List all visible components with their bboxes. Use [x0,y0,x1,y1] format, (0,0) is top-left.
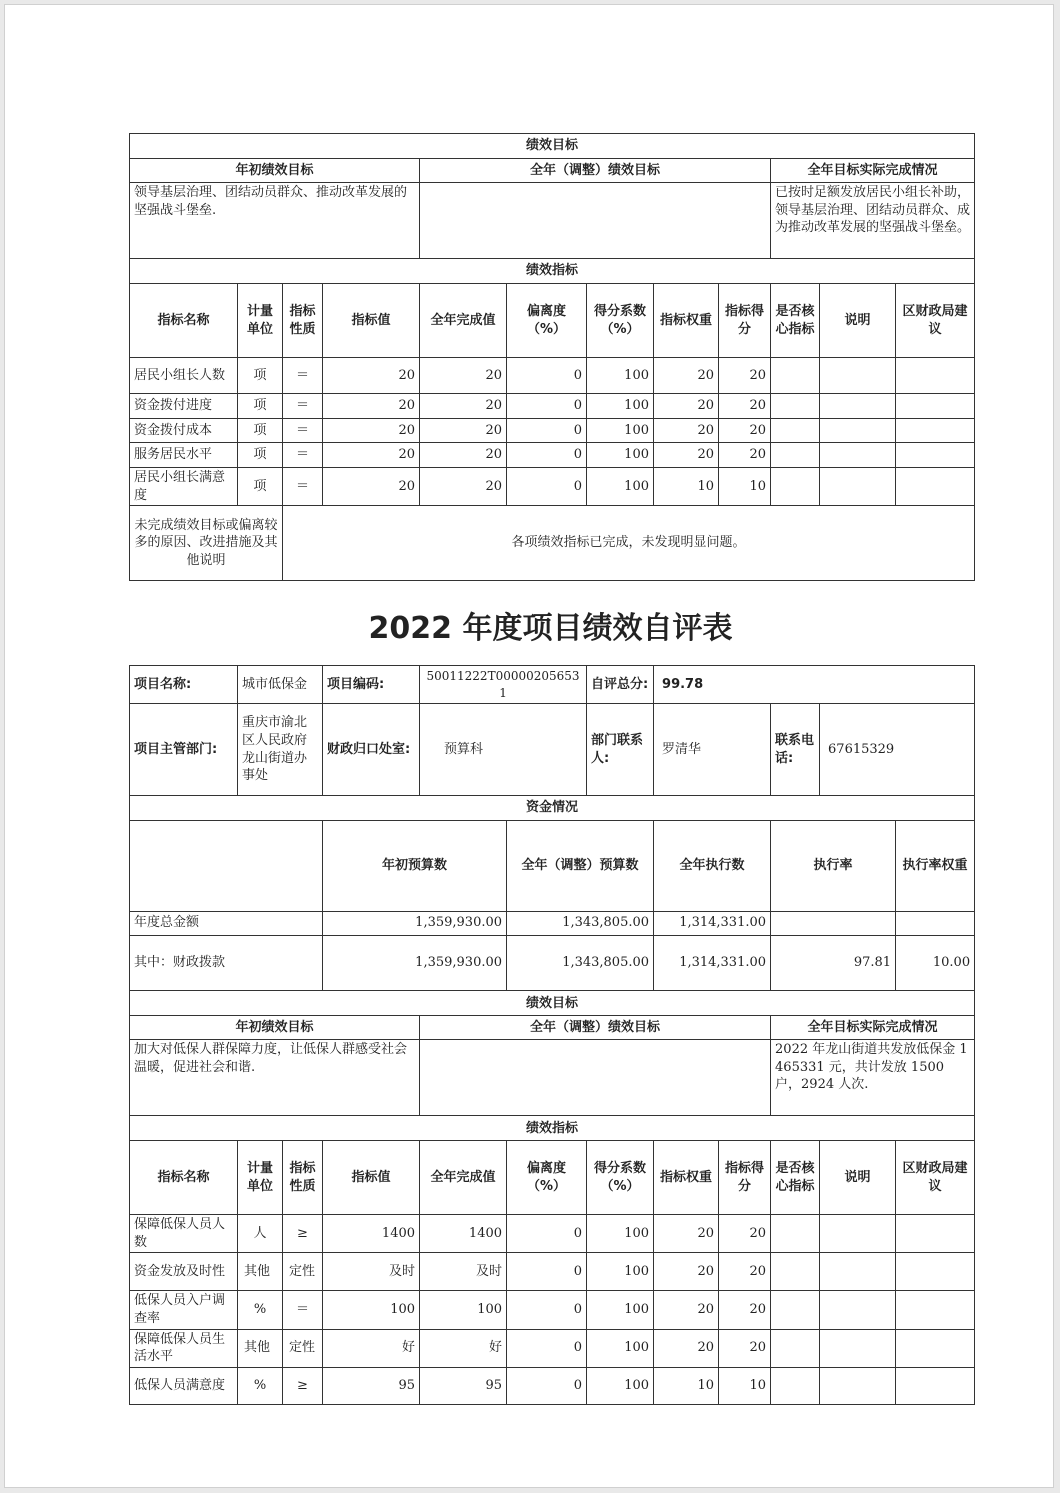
fund-initial: 1,359,930.00 [323,935,507,991]
indicator-nature: 定性 [283,1253,323,1291]
indicator-advice [896,394,975,419]
indicator-done: 20 [420,468,507,506]
indicator-deviation: 0 [507,443,587,468]
indicator-name: 服务居民水平 [130,443,238,468]
indicator-score: 20 [719,394,771,419]
indicator-weight: 20 [654,419,719,443]
indicator-value: 20 [323,358,420,394]
table-row [130,419,975,443]
indicator-description [820,358,896,394]
indicator-weight: 20 [654,394,719,419]
indicator-done: 20 [420,394,507,419]
indicator-description [820,468,896,506]
goal-col-actual: 全年目标实际完成情况 [771,159,975,183]
self-score-label: 自评总分: [587,666,654,704]
indicator-unit: % [238,1291,283,1329]
indicator-advice [896,1253,975,1291]
page-title: 2022 年度项目绩效自评表 [368,611,733,646]
indicator-description [820,443,896,468]
fund-executed: 1,314,331.00 [654,911,771,935]
goal-actual-text: 2022 年龙山街道共发放低保金 1465331 元，共计发放 1500 户，2924 人次. [771,1040,975,1116]
fund-col-rate: 执行率 [771,821,896,912]
goal-initial-text: 加大对低保人群保障力度，让低保人群感受社会温暖，促进社会和谐. [130,1040,420,1116]
indicator-weight: 20 [654,1253,719,1291]
indicator-core [771,394,820,419]
project-name-label: 项目名称: [130,666,238,704]
col-nature: 指标性质 [283,1141,323,1215]
contact-label: 部门联系人: [587,704,654,796]
goal-col-initial: 年初绩效目标 [130,1016,420,1040]
col-deviation: 偏离度（%） [507,284,587,358]
col-description: 说明 [820,284,896,358]
col-nature: 指标性质 [283,284,323,358]
indicator-score: 20 [719,419,771,443]
indicator-coefficient: 100 [587,419,654,443]
indicator-unit: 项 [238,468,283,506]
indicator-score: 20 [719,443,771,468]
goal-adjusted-text [420,1040,771,1116]
col-core: 是否核心指标 [771,1141,820,1215]
section2-table [129,665,975,1405]
indicator-done: 100 [420,1291,507,1329]
indicator-description [820,1253,896,1291]
indicator-score: 20 [719,1215,771,1253]
indicator-score: 10 [719,1367,771,1404]
finance-label: 财政归口处室: [323,704,420,796]
col-value: 指标值 [323,1141,420,1215]
fund-header: 资金情况 [130,796,975,821]
goal-col-initial: 年初绩效目标 [130,159,420,183]
section1-table [129,133,975,581]
col-done: 全年完成值 [420,1141,507,1215]
indicator-nature: ≥ [283,1367,323,1404]
indicator-advice [896,419,975,443]
fund-col-executed: 全年执行数 [654,821,771,912]
project-name-value: 城市低保金 [238,666,323,704]
indicator-deviation: 0 [507,1367,587,1404]
indicator-core [771,1367,820,1404]
indicator-deviation: 0 [507,1215,587,1253]
table-row [130,1253,975,1291]
indicator-score: 20 [719,358,771,394]
indicator-weight: 10 [654,1367,719,1404]
indicator-coefficient: 100 [587,1329,654,1367]
indicator-core [771,1215,820,1253]
indicator-weight: 20 [654,1329,719,1367]
goal-col-adjusted: 全年（调整）绩效目标 [420,1016,771,1040]
col-description: 说明 [820,1141,896,1215]
indicator-done: 20 [420,443,507,468]
indicator-name: 保障低保人员生活水平 [130,1329,238,1367]
table-row [130,468,975,506]
indicator-value: 及时 [323,1253,420,1291]
indicator-done: 及时 [420,1253,507,1291]
indicator-nature: 定性 [283,1329,323,1367]
table-row [130,358,975,394]
indicator-deviation: 0 [507,1291,587,1329]
table-row [130,1329,975,1367]
fund-rate-weight [896,911,975,935]
indicator-coefficient: 100 [587,468,654,506]
indicator-unit: 人 [238,1215,283,1253]
indicator-advice [896,468,975,506]
indicator-advice [896,1291,975,1329]
dept-value: 重庆市渝北区人民政府龙山街道办事处 [238,704,323,796]
indicator-description [820,419,896,443]
indicator-nature: ＝ [283,468,323,506]
indicator-name: 保障低保人员人数 [130,1215,238,1253]
goal-header: 绩效目标 [130,134,975,159]
indicator-deviation: 0 [507,419,587,443]
indicator-nature: ＝ [283,358,323,394]
goal-col-adjusted: 全年（调整）绩效目标 [420,159,771,183]
indicator-value: 100 [323,1291,420,1329]
phone-label: 联系电话: [771,704,820,796]
fund-rate [771,911,896,935]
indicator-nature: ≥ [283,1215,323,1253]
indicator-coefficient: 100 [587,1215,654,1253]
indicator-description [820,394,896,419]
indicator-score: 20 [719,1329,771,1367]
self-score-value: 99.78 [654,666,975,704]
fund-adjusted: 1,343,805.00 [507,911,654,935]
indicator-unit: 项 [238,394,283,419]
indicator-done: 好 [420,1329,507,1367]
indicator-coefficient: 100 [587,394,654,419]
indicator-advice [896,443,975,468]
indicator-description [820,1329,896,1367]
indicator-coefficient: 100 [587,1367,654,1404]
indicator-core [771,358,820,394]
indicator-advice [896,358,975,394]
col-score: 指标得分 [719,1141,771,1215]
note-text: 各项绩效指标已完成，未发现明显问题。 [283,506,975,581]
indicator-value: 1400 [323,1215,420,1253]
goal-actual-text: 已按时足额发放居民小组长补助，领导基层治理、团结动员群众、成为推动改革发展的坚强战斗堡垒。 [771,183,975,259]
col-deviation: 偏离度（%） [507,1141,587,1215]
indicator-core [771,1253,820,1291]
indicator-nature: ＝ [283,419,323,443]
indicator-coefficient: 100 [587,358,654,394]
indicator-score: 10 [719,468,771,506]
indicator-unit: 其他 [238,1253,283,1291]
indicator-value: 95 [323,1367,420,1404]
indicator-advice [896,1367,975,1404]
indicator-name: 资金拨付进度 [130,394,238,419]
indicator-core [771,1329,820,1367]
goal-col-actual: 全年目标实际完成情况 [771,1016,975,1040]
indicator-nature: ＝ [283,443,323,468]
goal-header: 绩效目标 [130,991,975,1016]
col-weight: 指标权重 [654,1141,719,1215]
indicator-done: 20 [420,358,507,394]
indicator-deviation: 0 [507,468,587,506]
project-code-value: 50011222T000002056531 [420,666,587,704]
col-coefficient: 得分系数（%） [587,284,654,358]
contact-value: 罗清华 [654,704,771,796]
fund-row-label: 年度总金额 [130,911,323,935]
indicator-weight: 20 [654,358,719,394]
indicator-deviation: 0 [507,358,587,394]
col-indicator-name: 指标名称 [130,1141,238,1215]
table-row [130,394,975,419]
fund-executed: 1,314,331.00 [654,935,771,991]
fund-col-initial: 年初预算数 [323,821,507,912]
col-unit: 计量单位 [238,1141,283,1215]
note-label: 未完成绩效目标或偏离较多的原因、改进措施及其他说明 [130,506,283,581]
indicator-weight: 20 [654,443,719,468]
indicator-deviation: 0 [507,1253,587,1291]
table-row [130,911,975,935]
indicator-core [771,443,820,468]
fund-col-rate-weight: 执行率权重 [896,821,975,912]
indicator-header: 绩效指标 [130,259,975,284]
indicator-core [771,1291,820,1329]
indicator-score: 20 [719,1291,771,1329]
indicator-deviation: 0 [507,1329,587,1367]
indicator-weight: 20 [654,1291,719,1329]
col-score: 指标得分 [719,284,771,358]
fund-rate: 97.81 [771,935,896,991]
indicator-score: 20 [719,1253,771,1291]
indicator-done: 95 [420,1367,507,1404]
col-done: 全年完成值 [420,284,507,358]
col-coefficient: 得分系数（%） [587,1141,654,1215]
goal-initial-text: 领导基层治理、团结动员群众、推动改革发展的坚强战斗堡垒. [130,183,420,259]
fund-rate-weight: 10.00 [896,935,975,991]
table-row [130,443,975,468]
indicator-value: 好 [323,1329,420,1367]
indicator-name: 居民小组长人数 [130,358,238,394]
table-row [130,1215,975,1253]
indicator-value: 20 [323,419,420,443]
indicator-core [771,419,820,443]
indicator-value: 20 [323,394,420,419]
indicator-advice [896,1329,975,1367]
col-advice: 区财政局建议 [896,1141,975,1215]
indicator-unit: 项 [238,358,283,394]
indicator-weight: 10 [654,468,719,506]
indicator-nature: ＝ [283,1291,323,1329]
finance-value: 预算科 [420,704,587,796]
indicator-core [771,468,820,506]
indicator-name: 资金发放及时性 [130,1253,238,1291]
indicator-weight: 20 [654,1215,719,1253]
indicator-name: 低保人员入户调查率 [130,1291,238,1329]
indicator-description [820,1215,896,1253]
goal-adjusted-text [420,183,771,259]
phone-value: 67615329 [820,704,975,796]
indicator-description [820,1291,896,1329]
fund-col-blank [130,821,323,912]
col-advice: 区财政局建议 [896,284,975,358]
indicator-done: 20 [420,419,507,443]
indicator-name: 居民小组长满意度 [130,468,238,506]
indicator-header: 绩效指标 [130,1116,975,1141]
fund-initial: 1,359,930.00 [323,911,507,935]
indicator-unit: % [238,1367,283,1404]
indicator-done: 1400 [420,1215,507,1253]
indicator-unit: 其他 [238,1329,283,1367]
col-indicator-name: 指标名称 [130,284,238,358]
col-core: 是否核心指标 [771,284,820,358]
indicator-nature: ＝ [283,394,323,419]
indicator-description [820,1367,896,1404]
table-row [130,935,975,991]
col-value: 指标值 [323,284,420,358]
col-unit: 计量单位 [238,284,283,358]
fund-adjusted: 1,343,805.00 [507,935,654,991]
indicator-value: 20 [323,468,420,506]
project-code-label: 项目编码: [323,666,420,704]
indicator-name: 资金拨付成本 [130,419,238,443]
indicator-coefficient: 100 [587,1253,654,1291]
indicator-name: 低保人员满意度 [130,1367,238,1404]
table-row [130,1367,975,1404]
indicator-coefficient: 100 [587,1291,654,1329]
col-weight: 指标权重 [654,284,719,358]
fund-col-adjusted: 全年（调整）预算数 [507,821,654,912]
table-row [130,1291,975,1329]
fund-row-label: 其中：财政拨款 [130,935,323,991]
indicator-unit: 项 [238,419,283,443]
indicator-advice [896,1215,975,1253]
dept-label: 项目主管部门: [130,704,238,796]
indicator-unit: 项 [238,443,283,468]
indicator-coefficient: 100 [587,443,654,468]
indicator-deviation: 0 [507,394,587,419]
indicator-value: 20 [323,443,420,468]
